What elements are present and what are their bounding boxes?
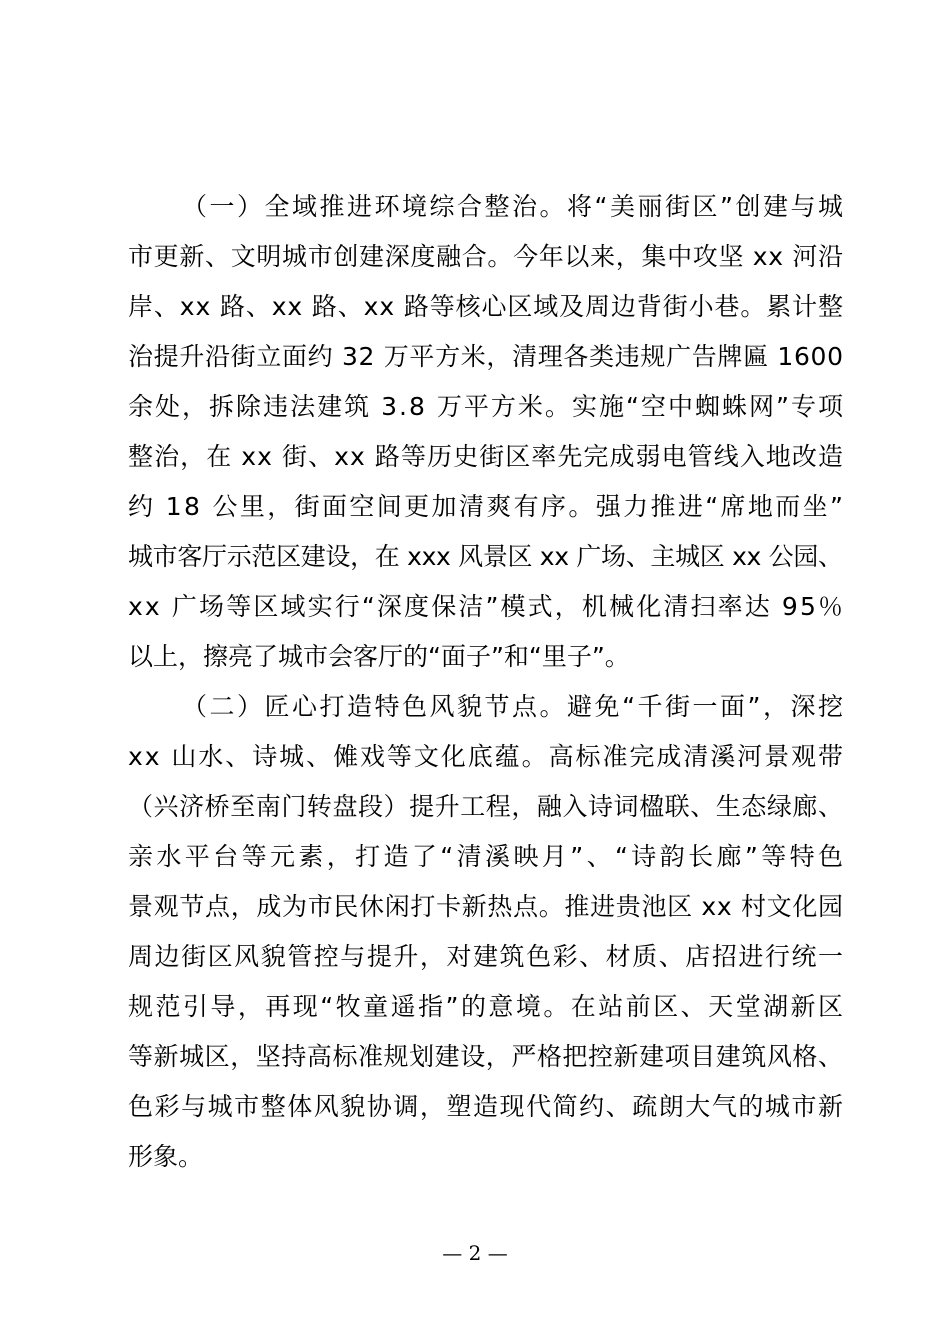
paragraph-line: 形象。 (128, 1142, 204, 1171)
paragraph-1 (128, 182, 846, 682)
paragraph-line: xx 广场等区域实行“深度保洁”模式，机械化清扫率达 95％ (128, 592, 846, 621)
paragraph-line: 周边街区风貌管控与提升，对建筑色彩、材质、店招进行统一 (128, 942, 845, 971)
document-body (128, 182, 847, 1182)
paragraph-line: 余处，拆除违法建筑 3.8 万平方米。实施“空中蜘蛛网”专项 (128, 392, 846, 421)
paragraph-line: （一）全域推进环境综合整治。将“美丽街区”创建与城 (182, 192, 846, 221)
paragraph-line: xx 山水、诗城、傩戏等文化底蕴。高标准完成清溪河景观带 (128, 742, 845, 771)
paragraph-line: 规范引导，再现“牧童遥指”的意境。在站前区、天堂湖新区 (128, 992, 846, 1021)
paragraph-line: 治提升沿街立面约 32 万平方米，清理各类违规广告牌匾 1600 (128, 342, 844, 371)
page-number: — 2 — (442, 1241, 508, 1265)
paragraph-line: 以上，擦亮了城市会客厅的“面子”和“里子”。 (128, 642, 630, 671)
paragraph-line: 整治，在 xx 街、xx 路等历史街区率先完成弱电管线入地改造 (128, 442, 845, 471)
paragraph-line: （二）匠心打造特色风貌节点。避免“千街一面”，深挖 (182, 692, 846, 721)
paragraph-line: 岸、xx 路、xx 路、xx 路等核心区域及周边背街小巷。累计整 (128, 292, 844, 321)
paragraph-line: 景观节点，成为市民休闲打卡新热点。推进贵池区 xx 村文化园 (128, 892, 844, 921)
paragraph-line: 城市客厅示范区建设，在 xxx 风景区 xx 广场、主城区 xx 公园、 (128, 542, 843, 571)
paragraph-2 (128, 682, 847, 1182)
paragraph-line: （兴济桥至南门转盘段）提升工程，融入诗词楹联、生态绿廊、 (128, 792, 844, 821)
paragraph-line: 色彩与城市整体风貌协调，塑造现代简约、疏朗大气的城市新 (128, 1092, 845, 1121)
paragraph-line: 市更新、文明城市创建深度融合。今年以来，集中攻坚 xx 河沿 (128, 242, 844, 271)
paragraph-line: 约 18 公里，街面空间更加清爽有序。强力推进“席地而坐” (128, 492, 846, 521)
paragraph-line: 等新城区，坚持高标准规划建设，严格把控新建项目建筑风格、 (128, 1042, 844, 1071)
paragraph-line: 亲水平台等元素，打造了“清溪映月”、“诗韵长廊”等特色 (128, 842, 847, 871)
